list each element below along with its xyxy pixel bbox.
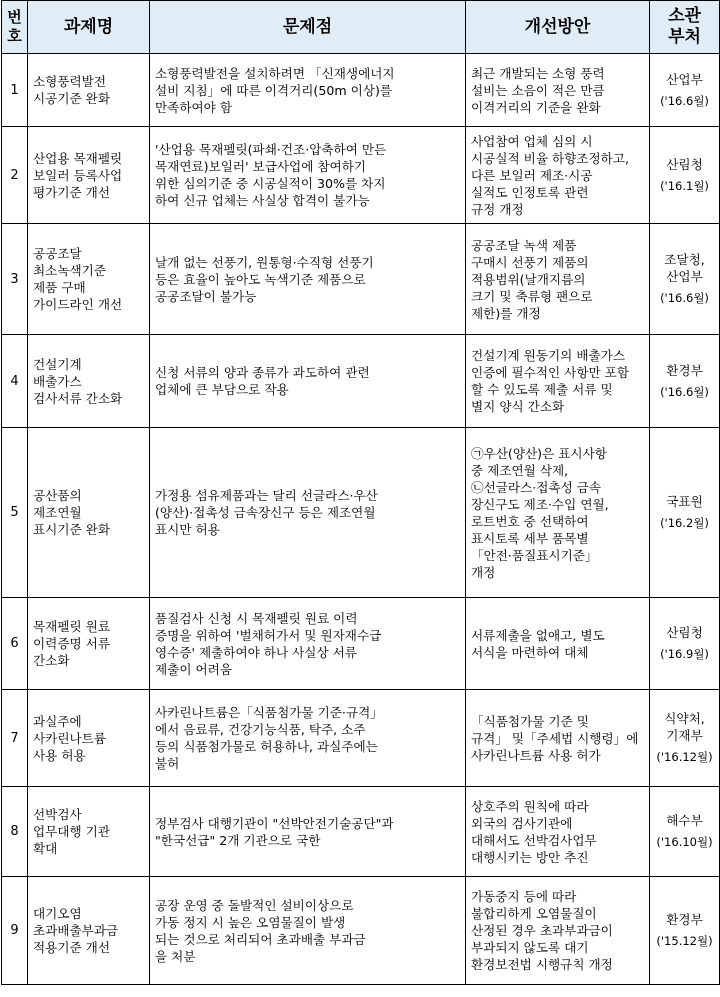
reform-tasks-table: [1, 0, 720, 985]
task-name: 목재펠릿 원료 이력증명 서류 간소화: [28, 598, 150, 690]
department-name: 식약처, 기재부: [664, 711, 705, 743]
row-number: 6: [2, 598, 28, 690]
problem-text: 정부검사 대행기관이 "선박안전기술공단"과 "한국선급" 2개 기관으로 국한: [150, 787, 466, 877]
row-number: 1: [2, 54, 28, 127]
schedule-date: ('15.12월): [656, 934, 713, 948]
department-cell: [650, 877, 720, 985]
table-row: [2, 54, 720, 127]
improvement-text: 건설기계 원동기의 배출가스 인증에 필수적인 사항만 포함 할 수 있도록 제출 서류 및 별지 양식 간소화: [466, 335, 650, 428]
table-row: [2, 787, 720, 877]
task-name: 건설기계 배출가스 검사서류 간소화: [28, 335, 150, 428]
problem-text: 공장 운영 중 돌발적인 설비이상으로 가동 정지 시 높은 오염물질이 발생 되는 것으로 처리되어 초과배출 부과금 을 처분: [150, 877, 466, 985]
header-improvement: 개선방안: [466, 1, 650, 54]
table-row: [2, 335, 720, 428]
improvement-text: 상호주의 원칙에 따라 외국의 검사기관에 대해서도 선박검사업무 대행시키는 방안 추진: [466, 787, 650, 877]
problem-text: 가정용 섬유제품과는 달리 선글라스·우산 (양산)·접촉성 금속장신구 등은 제조연월 표시만 허용: [150, 428, 466, 598]
schedule-date: ('16.12월): [656, 750, 713, 764]
schedule-date: ('16.1월): [660, 178, 709, 193]
header-department: 소관 부처: [650, 1, 720, 54]
department-cell: [650, 224, 720, 335]
table-row: [2, 224, 720, 335]
department-name: 산림청: [666, 625, 703, 640]
task-name: 선박검사 업무대행 기관 확대: [28, 787, 150, 877]
task-name: 소형풍력발전 시공기준 완화: [28, 54, 150, 127]
row-number: 9: [2, 877, 28, 985]
schedule-date: ('16.2월): [660, 516, 709, 530]
department-name: 조달청, 산업부: [664, 252, 705, 284]
task-name: 산업용 목재펠릿 보일러 등록사업 평가기준 개선: [28, 127, 150, 224]
department-cell: [650, 335, 720, 428]
schedule-date: ('16.10월): [656, 835, 713, 849]
department-cell: [650, 787, 720, 877]
problem-text: 품질검사 신청 시 목재펠릿 원료 이력 증명을 위하여 '벌채허가서 및 원자재수급 영수증' 제출하여야 하나 사실상 서류 제출이 어려움: [150, 598, 466, 690]
improvement-text: 사업참여 업체 심의 시 시공실적 비율 하향조정하고, 다른 보일러 제조·시공 실적도 인정토록 관련 규정 개정: [466, 127, 650, 224]
table-row: [2, 598, 720, 690]
table-row: [2, 690, 720, 787]
row-number: 4: [2, 335, 28, 428]
problem-text: 날개 없는 선풍기, 원통형·수직형 선풍기 등은 효율이 높아도 녹색기준 제품으로 공공조달이 불가능: [150, 224, 466, 335]
row-number: 5: [2, 428, 28, 598]
header-task-name: 과제명: [28, 1, 150, 54]
department-name: 산업부: [666, 71, 703, 87]
problem-text: '산업용 목재펠릿(파쇄·건조·압축하여 만든 목재연료)보일러' 보급사업에 참여하기 위한 심의기준 중 시공실적이 30%를 차지 하여 신규 업체는 사실상 합격이 불가능: [150, 127, 466, 224]
table-row: [2, 428, 720, 598]
header-number: 번 호: [2, 1, 28, 54]
department-cell: [650, 54, 720, 127]
department-name: 국표원: [666, 494, 703, 509]
department-name: 환경부: [666, 362, 703, 378]
table-row: [2, 127, 720, 224]
schedule-date: ('16.6월): [660, 93, 709, 108]
problem-text: 신청 서류의 양과 종류가 과도하여 관련 업체에 큰 부담으로 작용: [150, 335, 466, 428]
problem-text: 사카린나트륨은「식품첨가물 기준·규격」 에서 음료류, 건강기능식품, 탁주, 소주 등의 식품첨가물로 허용하나, 과실주에는 불허: [150, 690, 466, 787]
row-number: 3: [2, 224, 28, 335]
department-cell: [650, 127, 720, 224]
task-name: 공공조달 최소녹색기준 제품 구매 가이드라인 개선: [28, 224, 150, 335]
improvement-text: ㉠우산(양산)은 표시사항 중 제조연월 삭제, ㉡선글라스·접촉성 금속 장신구도 제조·수입 연월, 로트번호 중 선택하여 표시토록 세부 품목별 「안전·품질표시기준」 개정: [466, 428, 650, 598]
header-row: [2, 1, 720, 54]
schedule-date: ('16.6월): [660, 291, 709, 305]
schedule-date: ('16.9월): [660, 647, 709, 661]
row-number: 8: [2, 787, 28, 877]
improvement-text: 서류제출을 없애고, 별도 서식을 마련하여 대체: [466, 598, 650, 690]
task-name: 과실주에 사카린나트륨 사용 허용: [28, 690, 150, 787]
improvement-text: 가동중지 등에 따라 불합리하게 오염물질이 산정된 경우 초과부과금이 부과되지 않도록 대기 환경보전법 시행규칙 개정: [466, 877, 650, 985]
row-number: 2: [2, 127, 28, 224]
row-number: 7: [2, 690, 28, 787]
header-problem: 문제점: [150, 1, 466, 54]
department-name: 환경부: [666, 912, 703, 927]
task-name: 공산품의 제조연월 표시기준 완화: [28, 428, 150, 598]
department-cell: [650, 690, 720, 787]
improvement-text: 공공조달 녹색 제품 구매시 선풍기 제품의 적용범위(날개지름의 크기 및 축류형 팬으로 제한)를 개정: [466, 224, 650, 335]
department-cell: [650, 428, 720, 598]
schedule-date: ('16.6월): [660, 384, 709, 399]
problem-text: 소형풍력발전을 설치하려면 「신재생에너지 설비 지침」에 따른 이격거리(50m 이상)를 만족하여야 함: [150, 54, 466, 127]
department-name: 산림청: [666, 156, 703, 172]
improvement-text: 「식품첨가물 기준 및 규격」 및「주세법 시행령」에 사카린나트륨 사용 허가: [466, 690, 650, 787]
table-row: [2, 877, 720, 985]
department-cell: [650, 598, 720, 690]
improvement-text: 최근 개발되는 소형 풍력 설비는 소음이 적은 만큼 이격거리의 기준을 완화: [466, 54, 650, 127]
task-name: 대기오염 초과배출부과금 적용기준 개선: [28, 877, 150, 985]
department-name: 해수부: [666, 813, 703, 828]
